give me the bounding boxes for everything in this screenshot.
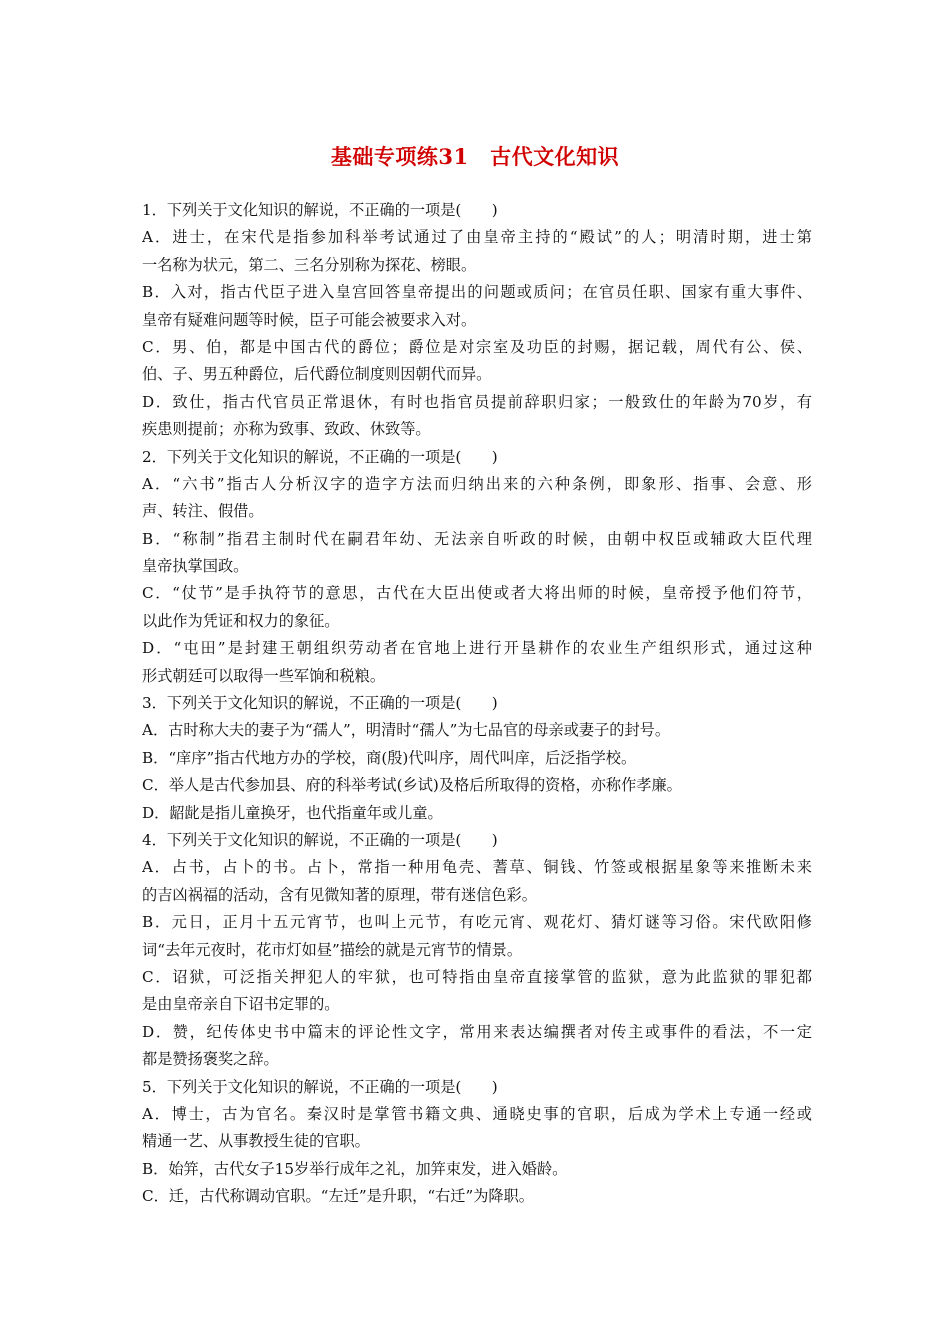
question-4-option-a: A．占书，占卜的书。占卜，常指一种用龟壳、蓍草、铜钱、竹签或根据星象等来推断未来 xyxy=(142,858,812,877)
question-4-option-b: B．元日，正月十五元宵节，也叫上元节，有吃元宵、观花灯、猜灯谜等习俗。宋代欧阳修 xyxy=(142,913,812,932)
question-5-option-c: C．迁，古代称调动官职。“左迁”是升职，“右迁”为降职。 xyxy=(142,1187,534,1206)
question-2-option-c: C．“仗节”是手执符节的意思，古代在大臣出使或者大将出师的时候，皇帝授予他们符节， xyxy=(142,584,812,603)
question-3-option-b: B．“庠序”指古代地方办的学校，商(殷)代叫序，周代叫庠，后泛指学校。 xyxy=(142,748,637,767)
question-1-option-b-cont: 皇帝有疑难问题等时候，臣子可能会被要求入对。 xyxy=(142,310,477,329)
question-1-option-a: A．进士，在宋代是指参加科举考试通过了由皇帝主持的“殿试”的人；明清时期，进士第 xyxy=(142,228,812,247)
question-4-option-d: D．赞，纪传体史书中篇末的评论性文字，常用来表达编撰者对传主或事件的看法，不一定 xyxy=(142,1022,812,1041)
question-1-stem: 1．下列关于文化知识的解说，不正确的一项是( ) xyxy=(142,201,498,219)
question-1-option-b: B．入对，指古代臣子进入皇宫回答皇帝提出的问题或质问；在官员任职、国家有重大事件、 xyxy=(142,283,812,302)
question-4-option-b-cont: 词“去年元夜时，花市灯如昼”描绘的就是元宵节的情景。 xyxy=(142,940,523,959)
question-3-option-c: C．举人是古代参加县、府的科举考试(乡试)及格后所取得的资格，亦称作孝廉。 xyxy=(142,776,682,795)
question-5-stem: 5．下列关于文化知识的解说，不正确的一项是( ) xyxy=(142,1077,498,1096)
question-4-option-d-cont: 都是赞扬褒奖之辞。 xyxy=(142,1050,279,1069)
question-1-option-a-cont: 一名称为状元，第二、三名分别称为探花、榜眼。 xyxy=(142,255,477,274)
question-4-stem: 4．下列关于文化知识的解说，不正确的一项是( ) xyxy=(142,830,498,849)
question-3-option-a: A．古时称大夫的妻子为“孺人”，明清时“孺人”为七品官的母亲或妻子的封号。 xyxy=(142,721,671,740)
question-4-option-c-cont: 是由皇帝亲自下诏书定罪的。 xyxy=(142,995,340,1014)
question-1-option-c-cont: 伯、子、男五种爵位，后代爵位制度则因朝代而异。 xyxy=(142,365,492,384)
question-2-option-b: B．“称制”指君主制时代在嗣君年幼、无法亲自听政的时候，由朝中权臣或辅政大臣代理 xyxy=(142,529,812,548)
question-text xyxy=(142,197,812,1210)
question-2-option-d-cont: 形式朝廷可以取得一些军饷和税粮。 xyxy=(142,666,385,685)
question-5-option-a: A．博士，古为官名。秦汉时是掌管书籍文典、通晓史事的官职，后成为学术上专通一经或 xyxy=(142,1104,812,1123)
question-2-option-c-cont: 以此作为凭证和权力的象征。 xyxy=(142,611,340,630)
question-5-option-b: B．始笄，古代女子15岁举行成年之礼，加笄束发，进入婚龄。 xyxy=(142,1159,568,1178)
question-2-option-a: A．“六书”指古人分析汉字的造字方法而归纳出来的六种条例，即象形、指事、会意、形 xyxy=(142,474,812,493)
question-1-option-d: D．致仕，指古代官员正常退休，有时也指官员提前辞职归家；一般致仕的年龄为70岁，有 xyxy=(142,392,812,411)
question-2-option-d: D．“屯田”是封建王朝组织劳动者在官地上进行开垦耕作的农业生产组织形式，通过这种 xyxy=(142,639,812,658)
question-4-option-c: C．诏狱，可泛指关押犯人的牢狱，也可特指由皇帝直接掌管的监狱，意为此监狱的罪犯都 xyxy=(142,967,812,986)
question-3-stem: 3．下列关于文化知识的解说，不正确的一项是( ) xyxy=(142,694,498,713)
question-1-option-c: C．男、伯，都是中国古代的爵位；爵位是对宗室及功臣的封赐，据记载，周代有公、侯、 xyxy=(142,337,812,356)
question-2-stem: 2．下列关于文化知识的解说，不正确的一项是( ) xyxy=(142,447,498,466)
question-2-option-b-cont: 皇帝执掌国政。 xyxy=(142,557,249,576)
question-2-option-a-cont: 声、转注、假借。 xyxy=(142,502,264,521)
question-4-option-a-cont: 的吉凶祸福的活动，含有见微知著的原理，带有迷信色彩。 xyxy=(142,885,537,904)
question-1-option-d-cont: 疾患则提前；亦称为致事、致政、休致等。 xyxy=(142,420,431,439)
document-title: 基础专项练31 古代文化知识 xyxy=(330,144,620,169)
question-5-option-a-cont: 精通一艺、从事教授生徒的官职。 xyxy=(142,1132,370,1151)
question-3-option-d: D．龆龀是指儿童换牙，也代指童年或儿童。 xyxy=(142,803,443,822)
